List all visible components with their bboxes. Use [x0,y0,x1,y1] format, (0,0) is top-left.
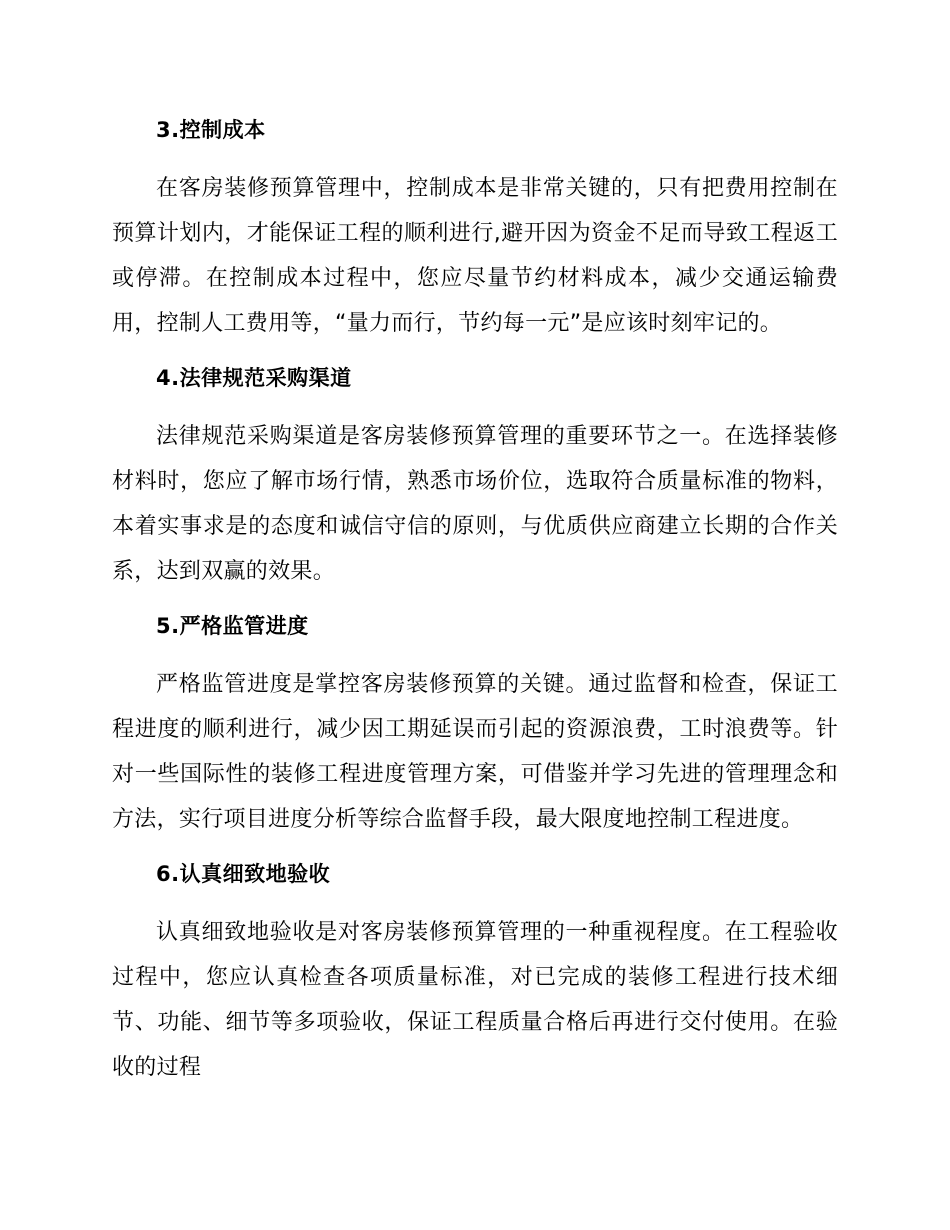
section-paragraph: 认真细致地验收是对客房装修预算管理的一种重视程度。在工程验收过程中，您应认真检查各项质量标准，对已完成的装修工程进行技术细节、功能、细节等多项验收，保证工程质量合格后再进行交付使用。在验收的过程 [112,920,838,1080]
section-heading: 6.认真细致地验收 [156,862,331,886]
section-acceptance-inspection [112,860,838,1090]
section-heading: 4.法律规范采购渠道 [156,366,352,390]
section-heading: 5.严格监管进度 [156,614,309,638]
section-procurement-channels [112,364,838,594]
section-paragraph: 法律规范采购渠道是客房装修预算管理的重要环节之一。在选择装修材料时，您应了解市场行情，熟悉市场价位，选取符合质量标准的物料，本着实事求是的态度和诚信守信的原则，与优质供应商建立长期的合作关系，达到双赢的效果。 [112,424,838,584]
section-progress-supervision [112,612,838,842]
section-paragraph: 严格监管进度是掌控客房装修预算的关键。通过监督和检查，保证工程进度的顺利进行，减少因工期延误而引起的资源浪费，工时浪费等。针对一些国际性的装修工程进度管理方案，可借鉴并学习先进的管理理念和方法，实行项目进度分析等综合监督手段，最大限度地控制工程进度。 [112,672,838,832]
section-heading: 3.控制成本 [156,118,266,142]
section-paragraph: 在客房装修预算管理中，控制成本是非常关键的，只有把费用控制在预算计划内，才能保证工程的顺利进行,避开因为资金不足而导致工程返工或停滞。在控制成本过程中，您应尽量节约材料成本，减少交通运输费用，控制人工费用等，“量力而行，节约每一元”是应该时刻牢记的。 [112,176,838,336]
section-control-cost [112,116,838,346]
